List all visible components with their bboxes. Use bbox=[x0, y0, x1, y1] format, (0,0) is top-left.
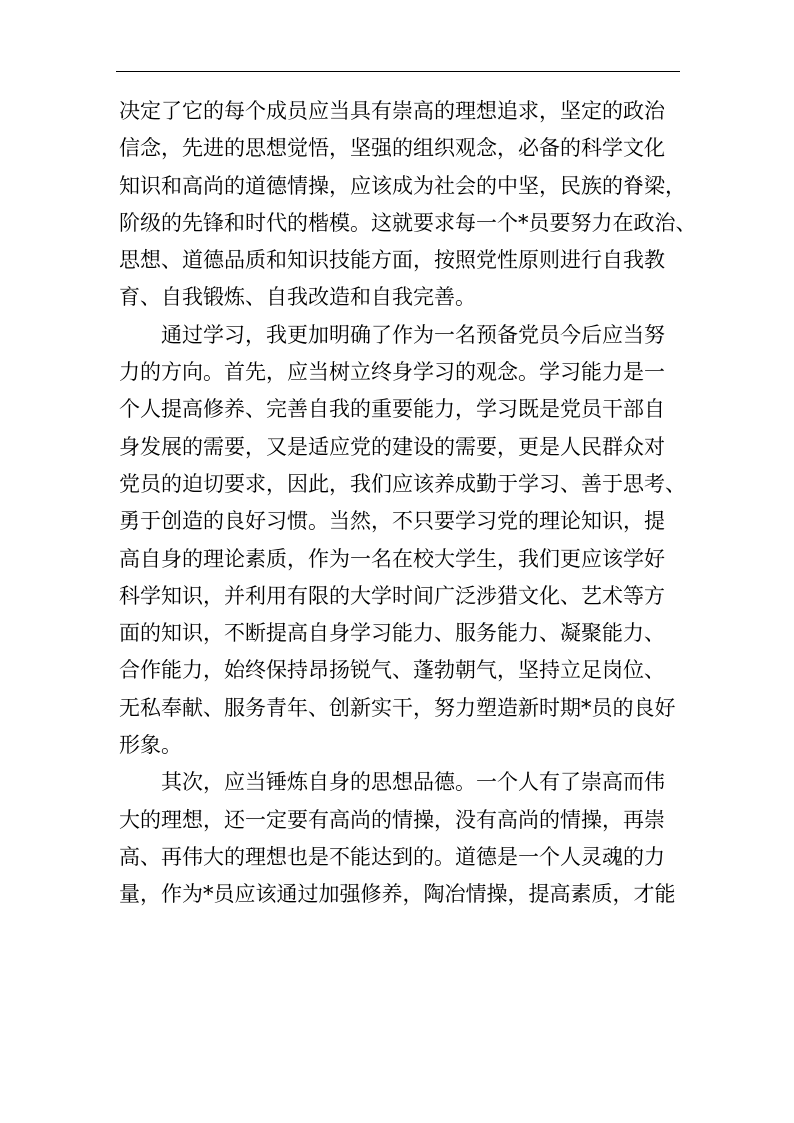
text-line: 育、自我锻炼、自我改造和自我完善。 bbox=[119, 285, 476, 310]
header-rule bbox=[116, 71, 680, 72]
text-line: 量，作为*员应该通过加强修养，陶冶情操，提高素质，才能 bbox=[119, 882, 676, 907]
body-text bbox=[119, 93, 697, 914]
text-line: 信念，先进的思想觉悟，坚强的组织观念，必备的科学文化 bbox=[119, 136, 665, 161]
text-line: 勇于创造的良好习惯。当然，不只要学习党的理论知识，提 bbox=[119, 509, 665, 534]
text-line: 党员的迫切要求，因此，我们应该养成勤于学习、善于思考、 bbox=[119, 471, 686, 496]
text-line: 个人提高修养、完善自我的重要能力，学习既是党员干部自 bbox=[119, 397, 665, 422]
text-line: 无私奉献、服务青年、创新实干，努力塑造新时期*员的良好 bbox=[119, 695, 676, 720]
text-line: 形象。 bbox=[119, 733, 182, 758]
text-line: 面的知识，不断提高自身学习能力、服务能力、凝聚能力、 bbox=[119, 621, 665, 646]
text-line: 合作能力，始终保持昂扬锐气、蓬勃朝气，坚持立足岗位、 bbox=[119, 658, 665, 683]
text-line: 阶级的先锋和时代的楷模。这就要求每一个*员要努力在政治、 bbox=[119, 210, 697, 235]
text-line: 身发展的需要，又是适应党的建设的需要，更是人民群众对 bbox=[119, 434, 665, 459]
text-line: 力的方向。首先，应当树立终身学习的观念。学习能力是一 bbox=[119, 360, 665, 385]
text-line: 思想、道德品质和知识技能方面，按照党性原则进行自我教 bbox=[119, 248, 665, 273]
text-line: 高、再伟大的理想也是不能达到的。道德是一个人灵魂的力 bbox=[119, 844, 665, 869]
paragraph-start-line: 其次，应当锤炼自身的思想品德。一个人有了崇高而伟 bbox=[161, 770, 665, 795]
text-line: 决定了它的每个成员应当具有崇高的理想追求，坚定的政治 bbox=[119, 99, 665, 123]
paragraph-start-line: 通过学习，我更加明确了作为一名预备党员今后应当努 bbox=[161, 322, 665, 347]
text-line: 知识和高尚的道德情操，应该成为社会的中坚，民族的脊梁， bbox=[119, 173, 686, 198]
text-line: 高自身的理论素质，作为一名在校大学生，我们更应该学好 bbox=[119, 546, 665, 571]
text-line: 科学知识，并利用有限的大学时间广泛涉猎文化、艺术等方 bbox=[119, 583, 665, 608]
text-line: 大的理想，还一定要有高尚的情操，没有高尚的情操，再崇 bbox=[119, 807, 665, 832]
